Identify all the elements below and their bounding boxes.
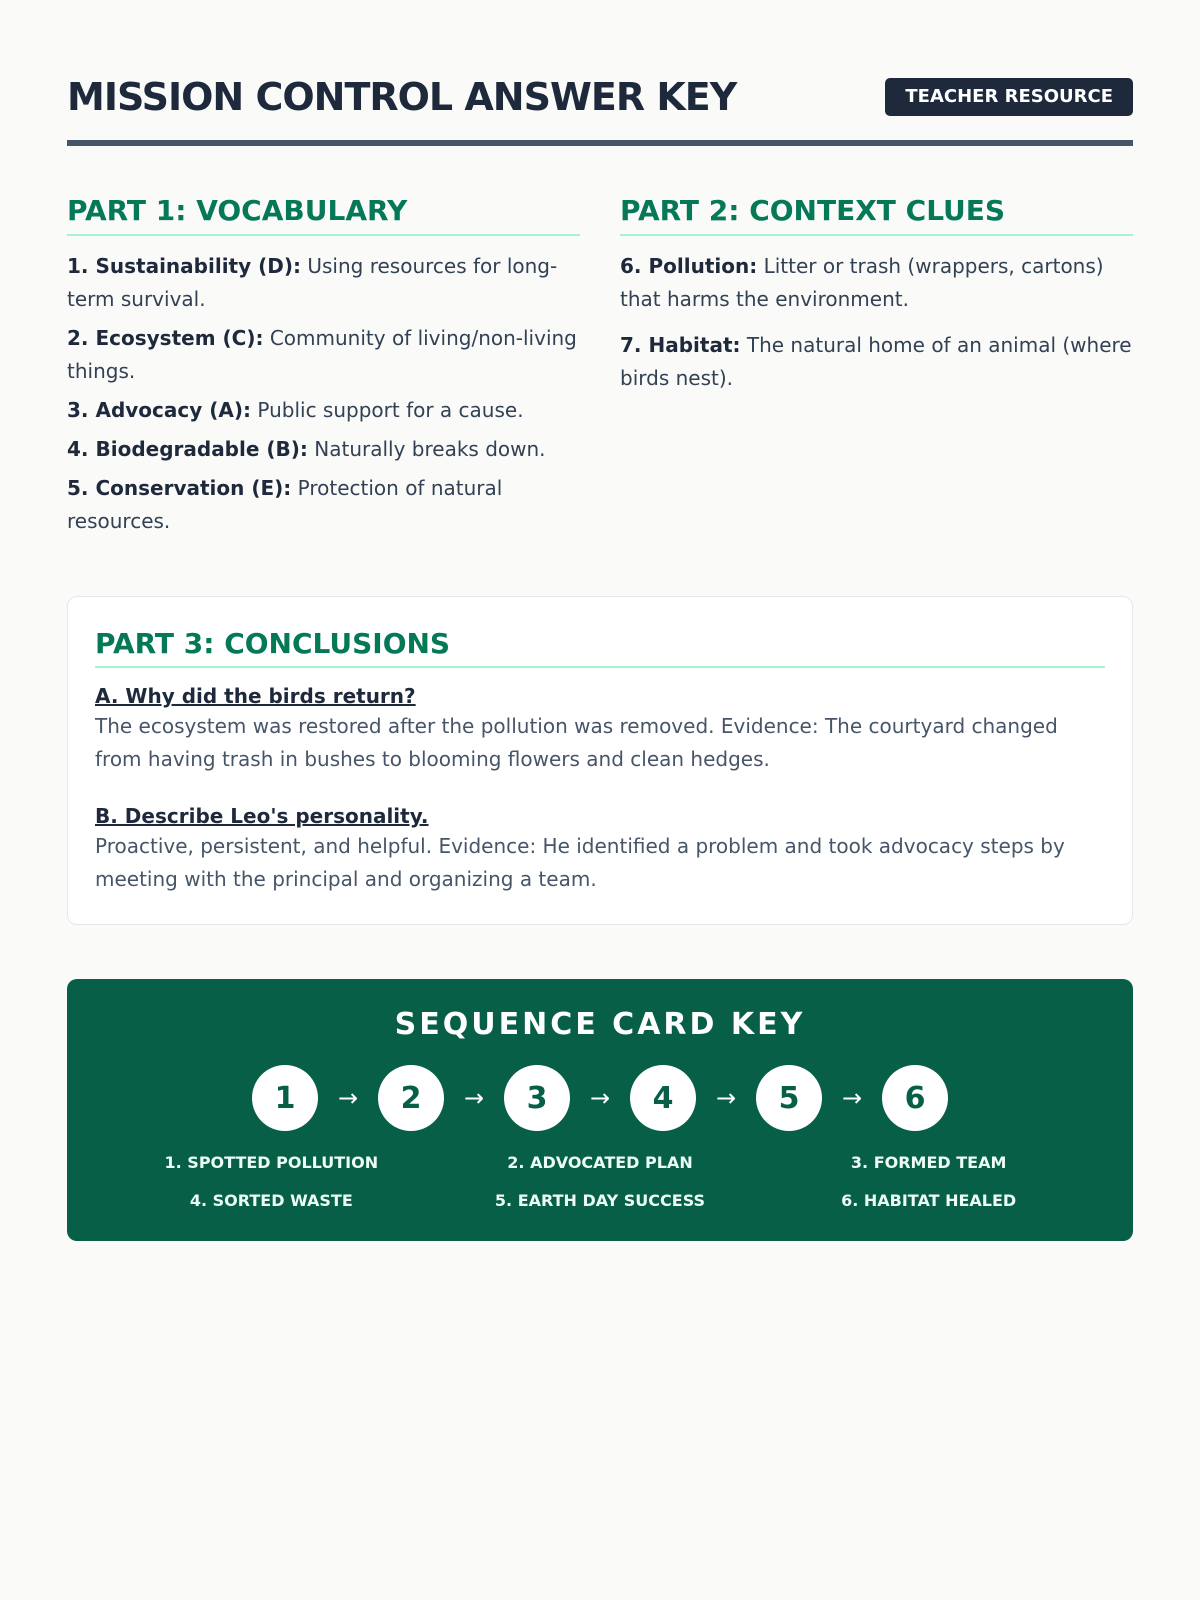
part1-vocabulary <box>67 194 580 544</box>
vocab-definition: Naturally breaks down. <box>314 436 546 461</box>
part2-heading: PART 2: CONTEXT CLUES <box>620 194 1133 236</box>
vocab-term: 4. Biodegradable (B): <box>67 436 308 461</box>
arrow-right-icon: → <box>715 1084 737 1113</box>
step-circle-2: 2 <box>378 1065 444 1131</box>
sequence-labels <box>107 1153 1093 1211</box>
question-answer: The ecosystem was restored after the pollution was removed. Evidence: The courtyard changed from having trash in bushes to blooming flowers and clean hedges. <box>95 714 1058 772</box>
question-answer: Proactive, persistent, and helpful. Evidence: He identified a problem and took advocacy steps by meeting with the principal and organizing a team. <box>95 834 1065 892</box>
sequence-card-key <box>67 979 1133 1241</box>
question-heading: A. Why did the birds return? <box>95 684 416 709</box>
part1-heading: PART 1: VOCABULARY <box>67 194 580 236</box>
sequence-label: 5. EARTH DAY SUCCESS <box>494 1191 706 1211</box>
step-circle-4: 4 <box>630 1065 696 1131</box>
part3-conclusions-card <box>67 596 1133 926</box>
clue-term: 6. Pollution: <box>620 253 758 278</box>
sequence-label: 2. ADVOCATED PLAN <box>507 1153 693 1173</box>
header-divider <box>67 140 1133 146</box>
arrow-right-icon: → <box>841 1084 863 1113</box>
vocab-definition: Using resources for long-term survival. <box>67 253 558 311</box>
vocab-item <box>67 322 580 388</box>
sequence-label: 1. SPOTTED POLLUTION <box>164 1153 379 1173</box>
step-circle-3: 3 <box>504 1065 570 1131</box>
arrow-right-icon: → <box>337 1084 359 1113</box>
step-circle-6: 6 <box>882 1065 948 1131</box>
arrow-right-icon: → <box>589 1084 611 1113</box>
vocab-definition: Community of living/non-living things. <box>67 325 577 383</box>
step-circle-1: 1 <box>252 1065 318 1131</box>
vocab-item <box>67 433 580 466</box>
vocab-term: 1. Sustainability (D): <box>67 253 301 278</box>
teacher-resource-badge: TEACHER RESOURCE <box>885 78 1133 116</box>
step-circle-5: 5 <box>756 1065 822 1131</box>
context-clue-item <box>620 250 1133 316</box>
sequence-steps <box>107 1065 1093 1131</box>
clue-definition: The natural home of an animal (where birds nest). <box>620 332 1132 390</box>
part3-heading: PART 3: CONCLUSIONS <box>95 627 1105 669</box>
header <box>67 72 1133 122</box>
vocab-item <box>67 394 580 427</box>
clue-definition: Litter or trash (wrappers, cartons) that harms the environment. <box>620 253 1104 311</box>
page-title: MISSION CONTROL ANSWER KEY <box>67 75 737 119</box>
question-heading: B. Describe Leo's personality. <box>95 804 429 829</box>
vocab-term: 5. Conservation (E): <box>67 475 292 500</box>
context-clue-item <box>620 329 1133 395</box>
vocab-definition: Protection of natural resources. <box>67 475 503 533</box>
vocab-item <box>67 472 580 538</box>
clue-term: 7. Habitat: <box>620 332 741 357</box>
vocab-definition: Public support for a cause. <box>257 397 524 422</box>
sequence-label: 4. SORTED WASTE <box>189 1191 353 1211</box>
vocab-term: 2. Ecosystem (C): <box>67 325 264 350</box>
conclusion-question-b <box>95 802 1105 896</box>
sequence-label: 6. HABITAT HEALED <box>841 1191 1017 1211</box>
sequence-title: SEQUENCE CARD KEY <box>394 1007 806 1043</box>
part2-context-clues <box>620 194 1133 544</box>
sequence-label: 3. FORMED TEAM <box>850 1153 1007 1173</box>
parts-row <box>67 194 1133 544</box>
vocab-item <box>67 250 580 316</box>
vocab-term: 3. Advocacy (A): <box>67 397 252 422</box>
conclusion-question-a <box>95 682 1105 776</box>
arrow-right-icon: → <box>463 1084 485 1113</box>
